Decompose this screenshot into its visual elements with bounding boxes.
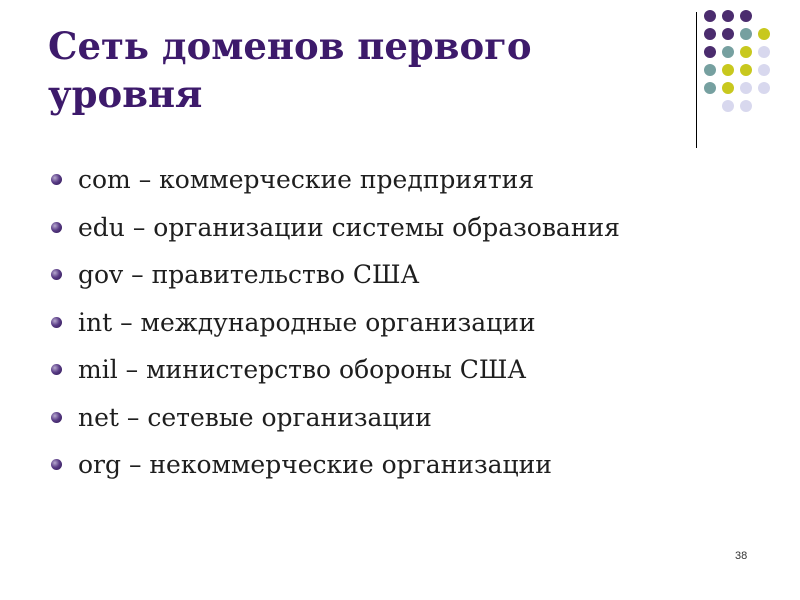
- decorative-dot: [758, 46, 770, 58]
- decorative-dot: [740, 82, 752, 94]
- bullet-item-edu: [48, 205, 768, 253]
- decorative-dot-grid: [704, 10, 800, 130]
- bullet-dot-icon: [51, 174, 62, 185]
- bullet-text: mil – министерство обороны США: [78, 355, 527, 384]
- bullet-dot-icon: [51, 459, 62, 470]
- slide-title: Сеть доменов первого уровня: [48, 24, 532, 116]
- decorative-dot: [722, 28, 734, 40]
- bullet-text: gov – правительство США: [78, 260, 420, 289]
- decorative-dot: [740, 64, 752, 76]
- decorative-dot: [740, 10, 752, 22]
- bullet-text: org – некоммерческие организации: [78, 450, 552, 479]
- decorative-dot: [704, 82, 716, 94]
- decorative-dot: [758, 28, 770, 40]
- decorative-dot: [722, 10, 734, 22]
- bullet-text: com – коммерческие предприятия: [78, 165, 535, 194]
- bullet-dot-icon: [51, 412, 62, 423]
- decorative-dot: [758, 82, 770, 94]
- bullet-item-org: [48, 442, 768, 490]
- decorative-dot: [722, 100, 734, 112]
- bullet-list: [48, 157, 768, 490]
- page-number: 38: [735, 550, 748, 562]
- decorative-dot: [740, 100, 752, 112]
- decorative-dot: [704, 28, 716, 40]
- bullet-dot-icon: [51, 222, 62, 233]
- bullet-item-mil: [48, 347, 768, 395]
- decorative-dot: [758, 64, 770, 76]
- decorative-dot: [740, 28, 752, 40]
- bullet-dot-icon: [51, 364, 62, 375]
- bullet-text: int – международные организации: [78, 307, 536, 337]
- bullet-text: net – сетевые организации: [78, 402, 432, 432]
- decorative-dot: [704, 46, 716, 58]
- bullet-item-gov: [48, 252, 768, 300]
- bullet-item-com: [48, 157, 768, 205]
- bullet-item-net: [48, 395, 768, 443]
- decorative-dot: [722, 82, 734, 94]
- decorative-dot: [722, 46, 734, 58]
- decorative-dot: [704, 10, 716, 22]
- decorative-dot: [704, 64, 716, 76]
- bullet-dot-icon: [51, 317, 62, 328]
- decorative-dot: [722, 64, 734, 76]
- bullet-dot-icon: [51, 269, 62, 280]
- decorative-dot: [740, 46, 752, 58]
- bullet-text: edu – организации системы образования: [78, 212, 620, 242]
- vertical-divider: [696, 12, 697, 148]
- bullet-item-int: [48, 300, 768, 348]
